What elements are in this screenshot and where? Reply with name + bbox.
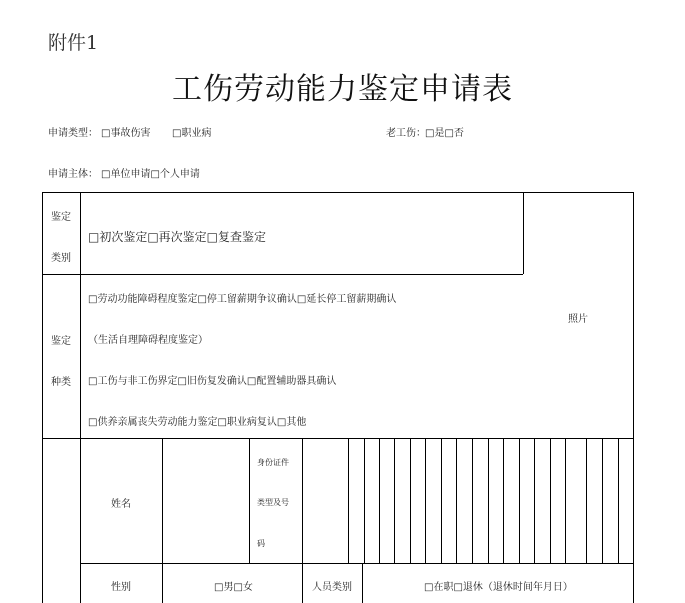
annex-label: 附件1 — [48, 32, 99, 54]
kind-options-line-1[interactable]: □劳动功能障碍程度鉴定□停工留薪期争议确认□延长停工留薪期确认 — [88, 294, 397, 305]
old-injury-options[interactable]: □是□否 — [425, 128, 464, 139]
id-label-line-3: 码 — [257, 539, 265, 548]
apply-subject-label: 申请主体： — [48, 169, 98, 180]
id-label-line-1: 身份证件 — [257, 458, 289, 467]
kind-options-line-3[interactable]: □工伤与非工伤界定□旧伤复发确认□配置辅助器具确认 — [88, 376, 337, 387]
old-injury-label: 老工伤： — [386, 128, 426, 139]
apply-type-label: 申请类型： — [48, 128, 98, 139]
category-label-bottom: 类别 — [51, 253, 71, 264]
photo-label: 照片 — [568, 314, 588, 325]
kind-options-line-4[interactable]: □供养亲属丧失劳动能力鉴定□职业病复认□其他 — [88, 417, 307, 428]
form-title: 工伤劳动能力鉴定申请表 — [172, 72, 513, 107]
staff-type-label: 人员类别 — [312, 582, 352, 593]
kind-options-line-2[interactable]: （生活自理障碍程度鉴定） — [88, 335, 208, 346]
gender-options[interactable]: □男□女 — [214, 582, 253, 593]
apply-type-occupational-option[interactable]: □职业病 — [172, 128, 212, 139]
category-options[interactable]: □初次鉴定□再次鉴定□复查鉴定 — [88, 230, 267, 244]
gender-label: 性别 — [111, 582, 131, 593]
name-label: 姓名 — [111, 499, 131, 510]
category-label-top: 鉴定 — [51, 212, 71, 223]
kind-label-top: 鉴定 — [51, 336, 71, 347]
apply-type-accident-option[interactable]: □事故伤害 — [101, 128, 151, 139]
apply-subject-options[interactable]: □单位申请□个人申请 — [101, 169, 200, 180]
staff-type-options[interactable]: □在职□退休（退休时间年月日） — [424, 582, 573, 593]
id-label-line-2: 类型及号 — [257, 498, 289, 507]
kind-label-bottom: 种类 — [51, 377, 71, 388]
